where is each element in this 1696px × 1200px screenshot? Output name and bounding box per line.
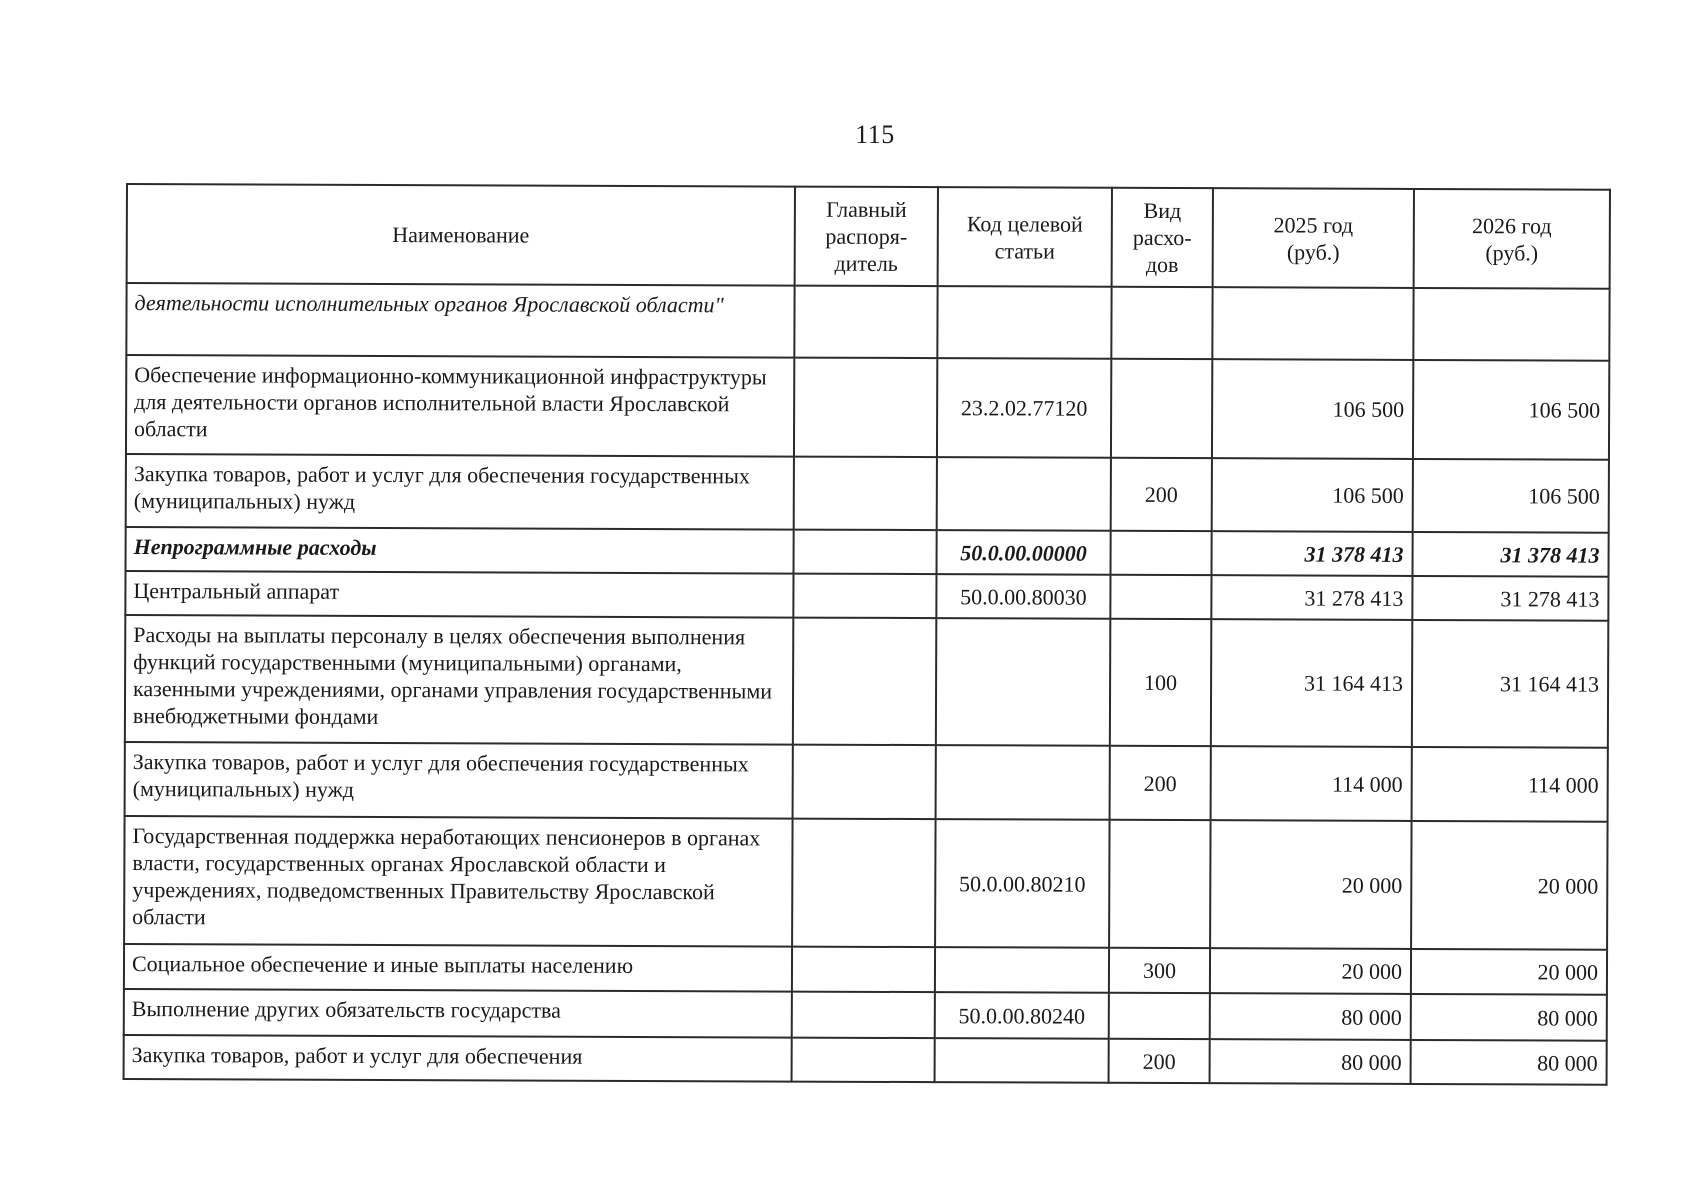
table-header-row: [127, 184, 1610, 289]
row-target-code: 50.0.00.80240: [935, 992, 1109, 1039]
row-expense-type: [1111, 287, 1212, 359]
header-name: Наименование: [127, 184, 795, 286]
row-amount-2025: 106 500: [1212, 458, 1413, 532]
row-main-manager: [793, 745, 936, 820]
row-expense-type: [1109, 820, 1210, 948]
table-row: [124, 816, 1607, 950]
row-name: Государственная поддержка неработающих пенсионеров в органах власти, государственных органах Ярославской области и учреждениях, подведомственных Правительству Ярославской области: [124, 816, 792, 947]
row-target-code: 50.0.00.00000: [937, 530, 1111, 575]
row-name: Закупка товаров, работ и услуг для обеспечения государственных (муниципальных) нужд: [125, 742, 793, 819]
table-row: [125, 615, 1608, 748]
table-row: [124, 989, 1607, 1041]
row-amount-2026: 106 500: [1413, 459, 1609, 533]
row-amount-2025: [1212, 287, 1413, 360]
table-row: [124, 944, 1607, 995]
table-row: [124, 1035, 1607, 1085]
row-amount-2026: 20 000: [1411, 949, 1607, 995]
row-main-manager: [792, 819, 935, 948]
row-amount-2025: 114 000: [1211, 746, 1412, 821]
row-target-code: [935, 947, 1109, 993]
row-amount-2025: 20 000: [1210, 948, 1411, 994]
table-row: [125, 571, 1608, 621]
row-name: Обеспечение информационно-коммуникационной инфраструктуры для деятельности органов исполнительной власти Ярославской области: [126, 355, 794, 457]
row-amount-2026: [1413, 288, 1609, 361]
row-target-code: 50.0.00.80210: [935, 819, 1109, 948]
row-name: деятельности исполнительных органов Ярославской области": [126, 283, 794, 358]
row-target-code: [935, 1038, 1109, 1083]
row-amount-2025: 20 000: [1210, 820, 1411, 949]
row-name: Социальное обеспечение и иные выплаты населению: [124, 944, 792, 992]
row-main-manager: [794, 286, 937, 359]
row-amount-2026: 20 000: [1411, 821, 1607, 950]
row-amount-2025: 80 000: [1210, 1039, 1411, 1084]
row-name: Закупка товаров, работ и услуг для обеспечения: [124, 1035, 792, 1082]
table-row: [126, 283, 1609, 361]
row-main-manager: [793, 574, 936, 619]
table-row: [126, 454, 1609, 533]
row-main-manager: [794, 530, 937, 575]
row-main-manager: [794, 457, 937, 531]
row-amount-2025: 106 500: [1212, 359, 1413, 459]
row-target-code: 23.2.02.77120: [937, 358, 1111, 458]
row-amount-2026: 106 500: [1413, 360, 1609, 460]
header-year-2026: 2026 год (руб.): [1414, 189, 1610, 289]
row-expense-type: [1111, 531, 1212, 575]
row-name: Непрограммные расходы: [126, 527, 794, 574]
header-expense-type: Вид расхо- дов: [1112, 188, 1213, 287]
row-target-code: [937, 457, 1111, 531]
table-row: [126, 355, 1609, 460]
row-amount-2026: 114 000: [1412, 747, 1608, 822]
row-expense-type: 200: [1109, 1039, 1210, 1083]
row-expense-type: 100: [1110, 619, 1211, 746]
row-expense-type: [1110, 575, 1211, 619]
table-row: [126, 527, 1609, 577]
row-target-code: [937, 286, 1111, 359]
row-expense-type: [1109, 993, 1210, 1039]
row-main-manager: [794, 358, 937, 458]
page-number: 115: [855, 120, 895, 149]
row-name: Закупка товаров, работ и услуг для обеспечения государственных (муниципальных) нужд: [126, 454, 794, 530]
row-main-manager: [792, 992, 935, 1039]
row-expense-type: 200: [1111, 458, 1212, 531]
row-name: Выполнение других обязательств государства: [124, 989, 792, 1038]
row-target-code: [936, 618, 1110, 746]
row-main-manager: [793, 618, 936, 746]
row-name: Центральный аппарат: [125, 571, 793, 618]
row-expense-type: 300: [1109, 948, 1210, 993]
header-target-code: Код целевой статьи: [938, 187, 1112, 287]
row-amount-2026: 31 278 413: [1412, 576, 1608, 621]
row-main-manager: [792, 1038, 935, 1083]
table-row: [125, 742, 1608, 822]
header-year-2025: 2025 год (руб.): [1213, 188, 1414, 288]
row-amount-2026: 31 164 413: [1412, 620, 1608, 748]
row-target-code: 50.0.00.80030: [936, 574, 1110, 619]
header-main-manager: Главный распоря- дитель: [795, 187, 938, 287]
row-amount-2025: 31 378 413: [1212, 531, 1413, 576]
row-amount-2026: 31 378 413: [1413, 532, 1609, 577]
row-target-code: [936, 745, 1110, 820]
row-expense-type: [1111, 359, 1212, 458]
row-name: Расходы на выплаты персоналу в целях обеспечения выполнения функций государственными (муниципальными) органами, казенными учреждениями, органами управления государственными внебюджетными фондами: [125, 615, 793, 745]
row-amount-2025: 80 000: [1210, 993, 1411, 1040]
row-amount-2026: 80 000: [1411, 1040, 1607, 1085]
row-amount-2025: 31 278 413: [1211, 575, 1412, 620]
row-amount-2025: 31 164 413: [1211, 619, 1412, 747]
row-main-manager: [792, 947, 935, 993]
budget-table: [123, 183, 1611, 1086]
row-expense-type: 200: [1110, 746, 1211, 820]
row-amount-2026: 80 000: [1411, 994, 1607, 1041]
